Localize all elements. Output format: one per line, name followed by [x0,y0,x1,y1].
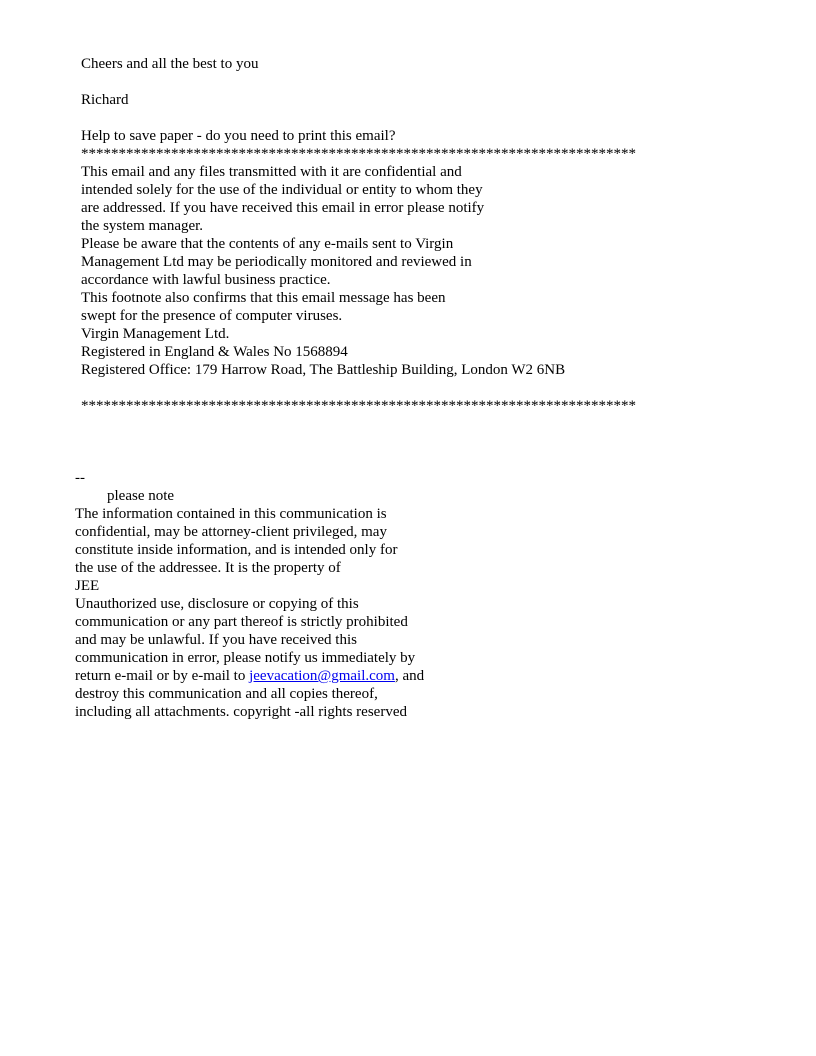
footer-line: Registered in England & Wales No 1568894 [81,344,348,360]
notice-line: constitute inside information, and is intended only for [75,542,398,558]
sender-name: Richard [81,92,129,108]
footer-line: intended solely for the use of the individual or entity to whom they [81,182,483,198]
note-heading: please note [107,488,175,504]
signoff-text: Cheers and all the best to you [81,56,259,72]
email-line [75,667,424,685]
separator-bottom: ************************************************************************** [81,398,636,414]
notice-line: including all attachments. copyright -all rights reserved [75,704,407,720]
email-line-suffix: , and [394,668,425,684]
notice-line: the use of the addressee. It is the property of [75,560,341,576]
email-line-prefix: return e-mail or by e-mail to [75,668,250,684]
notice-line: and may be unlawful. If you have received this [75,632,357,648]
notice-line: communication or any part thereof is strictly prohibited [75,614,408,630]
footer-line: the system manager. [81,218,204,234]
notice-line: The information contained in this communication is [75,506,387,522]
footer-line: Registered Office: 179 Harrow Road, The Battleship Building, London W2 6NB [81,362,566,378]
footer-line: This footnote also confirms that this email message has been [81,290,446,306]
print-notice: Help to save paper - do you need to print this email? [81,128,396,144]
footer-line: Virgin Management Ltd. [81,326,230,342]
footer-line: Please be aware that the contents of any e-mails sent to Virgin [81,236,454,252]
footer-line: accordance with lawful business practice. [81,272,331,288]
separator-top: ************************************************************************** [81,146,636,162]
footer-line: Management Ltd may be periodically monitored and reviewed in [81,254,472,270]
notice-line: communication in error, please notify us immediately by [75,650,416,666]
signature-dashes: -- [75,470,85,486]
footer-line: This email and any files transmitted with it are confidential and [81,164,462,180]
notice-line: JEE [75,578,100,594]
notice-line: confidential, may be attorney-client privileged, may [75,524,387,540]
footer-line: are addressed. If you have received this email in error please notify [81,200,485,216]
notice-line: Unauthorized use, disclosure or copying of this [75,596,359,612]
notice-line: destroy this communication and all copies thereof, [75,686,378,702]
email-link[interactable]: jeevacation@gmail.com [249,668,395,684]
footer-line: swept for the presence of computer viruses. [81,308,343,324]
